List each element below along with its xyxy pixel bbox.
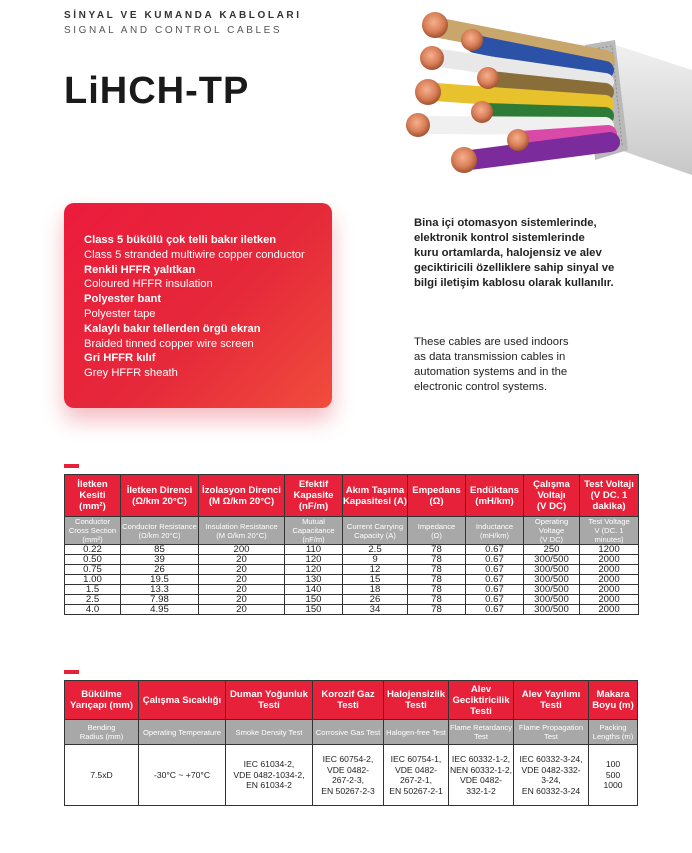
table-cell (65, 745, 139, 806)
description-line: elektronik kontrol sistemlerinde (414, 232, 585, 244)
cell-line: Çalışma (533, 479, 570, 490)
table-cell: 300/500 (524, 595, 580, 605)
table-cell: 150 (285, 605, 343, 615)
table-cell: 78 (408, 585, 466, 595)
cell-line: Alev (470, 683, 492, 695)
cell-line: Testi (337, 700, 359, 711)
cell-line: Halogen-free Test (386, 727, 446, 737)
column-header (65, 681, 139, 720)
cell-line: Lengths (m) (592, 732, 634, 741)
cell-line: Conductor Resistance (122, 521, 197, 531)
description-line: These cables are used indoors (414, 336, 569, 348)
table-cell (384, 745, 449, 806)
product-title: LiHCH-TP (64, 70, 250, 112)
description-line: electronic control systems. (414, 381, 548, 393)
column-header (514, 681, 589, 720)
cell-line: Inductance (475, 521, 514, 531)
cell-line: İletken Direnci (126, 484, 193, 496)
column-subheader (384, 720, 449, 745)
table-cell: 0.22 (65, 545, 121, 555)
cell-line: (V DC) (536, 501, 567, 512)
description-line: bilgi iletişim kablosu olarak kullanılır. (414, 277, 614, 289)
cell-line: (Ω) (431, 530, 442, 540)
table-cell: 300/500 (524, 565, 580, 575)
table-cell: 4.0 (65, 605, 121, 615)
construction-item-en: Polyester tape (84, 307, 156, 320)
cell-line: (mH/km) (475, 495, 514, 507)
table-row (65, 545, 639, 555)
cell-line: 267-2-1, (399, 775, 432, 785)
table-cell: 19.5 (121, 575, 199, 585)
cell-line: (V DC. 1 dakika) (590, 490, 628, 512)
cell-line: (V DC) (539, 535, 564, 544)
column-header (313, 681, 384, 720)
column-header (589, 681, 638, 720)
table-cell: 20 (199, 575, 285, 585)
description-line: kuru ortamlarda, halojensiz ve alev (414, 247, 602, 259)
electrical-spec-table (64, 474, 639, 615)
column-header (121, 475, 199, 517)
table-row (65, 745, 638, 806)
cell-line: Makara (596, 689, 630, 700)
table-cell: 2000 (580, 585, 639, 595)
table-cell: 12 (343, 565, 408, 575)
table-cell: 78 (408, 545, 466, 555)
table-cell: 4.95 (121, 605, 199, 615)
cell-line: (nF/m) (302, 535, 325, 544)
column-header (139, 681, 226, 720)
column-subheader (589, 720, 638, 745)
table-cell: 0.67 (466, 605, 524, 615)
cell-line: EN 50267-2-1 (389, 785, 443, 796)
cell-line: 3-24, (541, 775, 561, 785)
table-row (65, 595, 639, 605)
table-cell: 2000 (580, 565, 639, 575)
cell-line: NEN 60332-1-2, (449, 764, 513, 775)
cell-line: Testi (405, 700, 427, 711)
cell-line: 100 (605, 759, 621, 770)
construction-item-en: Braided tinned copper wire screen (84, 337, 254, 350)
table-row (65, 555, 639, 565)
cell-line: Çalışma Sıcaklığı (142, 694, 222, 706)
cell-line: Flame Propagation (518, 723, 584, 732)
column-subheader (121, 517, 199, 545)
table-cell: 300/500 (524, 585, 580, 595)
cell-line: IEC 60754-2, (322, 754, 374, 764)
table-cell (514, 745, 589, 806)
table-row (65, 605, 639, 615)
construction-item-tr: Class 5 bükülü çok telli bakır iletken (84, 234, 277, 246)
cell-line: Halojensizlik (386, 689, 446, 700)
column-subheader (65, 517, 121, 545)
cell-line: Boyu (m) (592, 700, 634, 711)
column-subheader (580, 517, 639, 545)
column-subheader (226, 720, 313, 745)
cell-line: -30°C ~ +70°C (153, 769, 211, 780)
cell-line: Kapasite (293, 490, 334, 501)
construction-item-en: Coloured HFFR insulation (84, 278, 213, 291)
table-cell: 1.00 (65, 575, 121, 585)
cell-line: Testi (258, 700, 280, 711)
cell-line: Capacity (A) (354, 530, 396, 540)
table-cell: 140 (285, 585, 343, 595)
column-subheader (199, 517, 285, 545)
cell-line: EN 50267-2-3 (321, 785, 375, 796)
table-cell: 78 (408, 555, 466, 565)
section-marker (64, 464, 79, 468)
table-cell: 78 (408, 595, 466, 605)
cell-line: V (DC. 1 minutes) (594, 526, 624, 544)
table-cell: 200 (199, 545, 285, 555)
cell-line: 7.5xD (90, 769, 113, 780)
table-row (65, 575, 639, 585)
construction-item-en: Grey HFFR sheath (84, 367, 178, 380)
cell-line: (M Ω/km 20°C) (208, 495, 275, 507)
table-cell: 0.67 (466, 595, 524, 605)
table-cell: 20 (199, 585, 285, 595)
cell-line: Conductor (74, 517, 111, 526)
table-cell: 300/500 (524, 575, 580, 585)
column-header (285, 475, 343, 517)
cell-line: Endüktans (469, 484, 520, 496)
description-en (414, 335, 624, 395)
table-cell (449, 745, 514, 806)
cell-line: 267-2-3, (331, 775, 364, 785)
column-header (384, 681, 449, 720)
cell-line: (Ω/km 20°C) (132, 495, 187, 507)
cell-line: 1000 (603, 780, 623, 791)
cell-line: Radius (mm) (79, 732, 124, 741)
column-header (65, 475, 121, 517)
column-subheader (466, 517, 524, 545)
cell-line: Current Carrying (346, 521, 404, 531)
column-header (226, 681, 313, 720)
description-line: Bina içi otomasyon sistemlerinde, (414, 217, 597, 229)
cell-line: (nF/m) (298, 501, 329, 512)
table-cell: 15 (343, 575, 408, 585)
description-line: geciktiricili özelliklere sahip sinyal ve (414, 262, 615, 274)
table-cell: 0.67 (466, 565, 524, 575)
category-title-en: SIGNAL AND CONTROL CABLES (64, 25, 283, 36)
table-cell: 1.5 (65, 585, 121, 595)
column-subheader (139, 720, 226, 745)
table-row (65, 585, 639, 595)
column-header (524, 475, 580, 517)
cell-line: Operating (534, 517, 569, 526)
construction-item-tr: Kalaylı bakır tellerden örgü ekran (84, 322, 261, 335)
cell-line: Duman Yoğunluk (230, 689, 308, 700)
cell-line: Voltajı (537, 490, 566, 501)
cell-line: Alev Yayılımı (521, 689, 581, 700)
construction-list (84, 233, 305, 381)
cell-line: IEC 60754-1, (390, 754, 442, 764)
cell-line: Testi (540, 700, 562, 711)
cell-line: IEC 60332-1-2, (451, 754, 511, 764)
table-cell: 39 (121, 555, 199, 565)
cell-line: Operating Temperature (143, 727, 221, 737)
cable-illustration (380, 0, 692, 190)
table-cell: 120 (285, 565, 343, 575)
table-cell: 2000 (580, 555, 639, 565)
table-cell: 2.5 (65, 595, 121, 605)
cell-line: VDE 0482- (326, 764, 370, 775)
cell-line: 332-1-2 (466, 785, 496, 796)
table-cell (313, 745, 384, 806)
table-cell: 300/500 (524, 555, 580, 565)
table-cell: 150 (285, 595, 343, 605)
table-cell: 34 (343, 605, 408, 615)
table-cell: 9 (343, 555, 408, 565)
column-header (199, 475, 285, 517)
table-cell: 0.67 (466, 585, 524, 595)
table-cell: 85 (121, 545, 199, 555)
cell-line: IEC 60332-3-24, (519, 754, 583, 764)
table-cell: 300/500 (524, 605, 580, 615)
column-header (466, 475, 524, 517)
column-header (408, 475, 466, 517)
cell-line: Akım Taşıma (345, 484, 405, 496)
cell-line: Cross Section (68, 526, 117, 535)
cell-line: Bükülme (81, 689, 122, 700)
cell-line: Testi (470, 705, 492, 717)
table-cell: 0.50 (65, 555, 121, 565)
table-cell: 2000 (580, 595, 639, 605)
table-cell: 2.5 (343, 545, 408, 555)
cell-line: Bending (87, 723, 116, 732)
table-cell: 20 (199, 565, 285, 575)
cell-line: EN 61034-2 (246, 780, 292, 791)
table-cell: 2000 (580, 575, 639, 585)
construction-card (64, 203, 332, 408)
description-line: as data transmission cables in (414, 351, 566, 363)
cell-line: Geciktiricilik (452, 694, 510, 706)
cell-line: (Ω) (429, 495, 444, 507)
column-subheader (343, 517, 408, 545)
description-tr (414, 216, 639, 291)
column-subheader (524, 517, 580, 545)
column-subheader (65, 720, 139, 745)
cell-line: Test Voltajı (584, 479, 634, 490)
cell-line: (M Ω/km 20°C) (216, 530, 267, 540)
cell-line: Corrosive Gas Test (315, 727, 381, 737)
description-line: automation systems and in the (414, 366, 568, 378)
cell-line: Mutual (302, 517, 325, 526)
table-cell: 20 (199, 605, 285, 615)
cell-line: Capacitance (292, 526, 335, 535)
table-cell: 20 (199, 595, 285, 605)
table-cell: 250 (524, 545, 580, 555)
cell-line: Yarıçapı (mm) (70, 700, 133, 711)
cell-line: Korozif Gaz (321, 689, 375, 700)
table-cell: 26 (343, 595, 408, 605)
table-cell: 0.67 (466, 555, 524, 565)
table-cell: 2000 (580, 605, 639, 615)
cell-line: VDE 0482- (459, 775, 503, 785)
table-cell (226, 745, 313, 806)
table-cell: 7.98 (121, 595, 199, 605)
cell-line: Smoke Density Test (235, 727, 303, 737)
table-cell: 130 (285, 575, 343, 585)
table-cell: 20 (199, 555, 285, 565)
cell-line: Impedance (417, 521, 456, 531)
construction-item-en: Class 5 stranded multiwire copper conductor (84, 248, 305, 261)
table-cell: 0.67 (466, 575, 524, 585)
column-header (343, 475, 408, 517)
table-cell: 0.75 (65, 565, 121, 575)
cell-line: VDE 0482-1034-2, (233, 769, 305, 780)
table-cell (139, 745, 226, 806)
cell-line: (mH/km) (479, 530, 510, 540)
column-subheader (514, 720, 589, 745)
cell-line: Kesiti (mm²) (79, 490, 106, 512)
cell-line: Packing (599, 723, 627, 732)
cell-line: VDE 0482- (394, 764, 438, 775)
cell-line: (Ω/km 20°C) (138, 530, 181, 540)
cell-line: Empedans (412, 484, 461, 496)
table-cell: 13.3 (121, 585, 199, 595)
table-cell: 78 (408, 565, 466, 575)
table-cell: 18 (343, 585, 408, 595)
column-header (449, 681, 514, 720)
cell-line: Test Voltage (588, 517, 630, 526)
table-cell: 1200 (580, 545, 639, 555)
table-cell: 78 (408, 575, 466, 585)
table-cell (589, 745, 638, 806)
construction-item-tr: Gri HFFR kılıf (84, 352, 156, 365)
cell-line: Voltage (538, 526, 565, 535)
table-cell: 110 (285, 545, 343, 555)
construction-item-tr: Polyester bant (84, 293, 162, 306)
cell-line: Test (474, 732, 488, 741)
cell-line: (mm²) (82, 535, 103, 544)
table-cell: 120 (285, 555, 343, 565)
column-header (580, 475, 639, 517)
table-cell: 0.67 (466, 545, 524, 555)
cell-line: Test (544, 732, 558, 741)
cell-line: İzolasyon Direnci (202, 484, 281, 496)
test-spec-table (64, 680, 638, 806)
cell-line: EN 60332-3-24 (521, 785, 581, 796)
cell-line: IEC 61034-2, (243, 759, 295, 770)
column-subheader (285, 517, 343, 545)
cell-line: VDE 0482-332- (521, 764, 581, 775)
cell-line: Insulation Resistance (205, 521, 278, 531)
table-cell: 26 (121, 565, 199, 575)
cell-line: İletken (77, 479, 108, 490)
cell-line: Flame Retardancy (449, 723, 513, 732)
cell-line: Efektif (298, 479, 329, 490)
table-cell: 78 (408, 605, 466, 615)
cell-line: 500 (605, 769, 621, 780)
column-subheader (408, 517, 466, 545)
column-subheader (449, 720, 514, 745)
category-title-tr: SİNYAL VE KUMANDA KABLOLARI (64, 10, 302, 21)
table-row (65, 565, 639, 575)
section-marker (64, 670, 79, 674)
construction-item-tr: Renkli HFFR yalıtkan (84, 263, 196, 276)
cell-line: Kapasitesi (A) (343, 495, 407, 507)
column-subheader (313, 720, 384, 745)
